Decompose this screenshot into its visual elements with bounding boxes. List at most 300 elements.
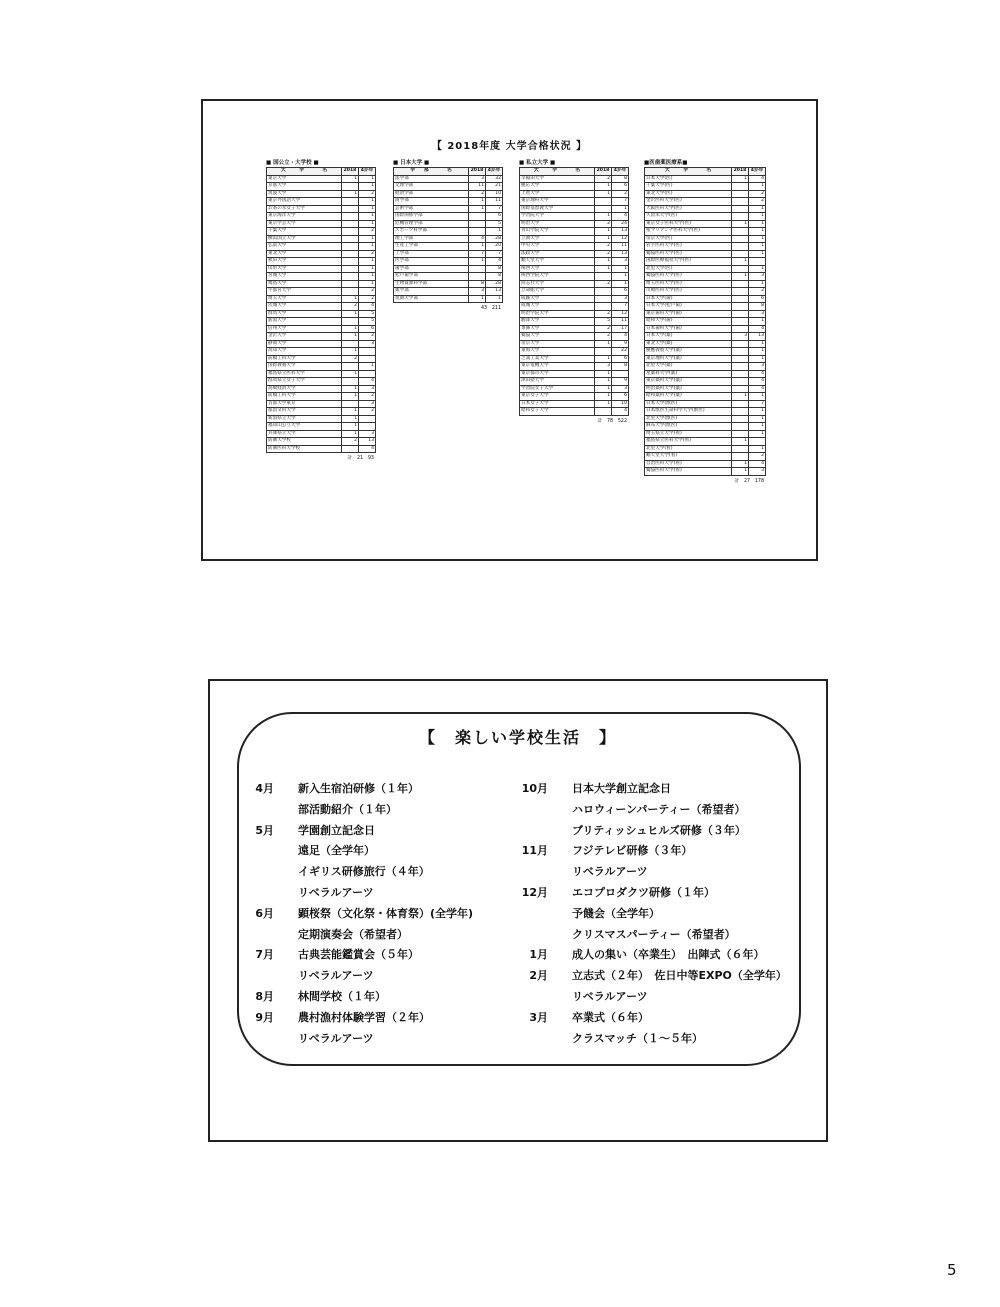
count-cell: 1 — [732, 175, 749, 183]
table-row — [267, 430, 376, 438]
school-name-cell: 獨協大学 — [520, 333, 595, 341]
table-row — [267, 340, 376, 348]
count-cell: 1 — [595, 370, 612, 378]
month-label: 10月 — [521, 782, 548, 795]
count-cell: 4 — [612, 213, 629, 221]
count-cell: 1 — [732, 438, 749, 446]
count-cell — [732, 385, 749, 393]
count-cell — [342, 258, 359, 266]
count-cell: 1 — [595, 183, 612, 191]
count-cell: 7 — [486, 205, 503, 213]
count-cell: 1 — [612, 273, 629, 281]
school-name-cell: 高崎経済大学 — [267, 385, 342, 393]
event-item: クラスマッチ（１～５年） — [572, 1031, 704, 1045]
table-row — [520, 348, 629, 356]
count-cell: 21 — [486, 183, 503, 191]
count-cell — [469, 273, 486, 281]
count-cell: 1 — [342, 430, 359, 438]
school-name-cell: 明治学院大学 — [520, 310, 595, 318]
table-row — [645, 393, 766, 401]
school-name-cell: 芸術学部 — [394, 205, 469, 213]
table-row — [520, 205, 629, 213]
event-item: 遠足（全学年） — [298, 844, 375, 858]
count-cell: 1 — [749, 408, 766, 416]
count-cell: 4 — [359, 378, 376, 386]
count-cell: 4 — [749, 175, 766, 183]
table-row — [520, 288, 629, 296]
count-cell: 2 — [342, 355, 359, 363]
count-cell — [342, 243, 359, 251]
table-row — [520, 258, 629, 266]
results-table — [266, 159, 376, 461]
table-row — [267, 288, 376, 296]
table-row — [520, 325, 629, 333]
table-row — [267, 318, 376, 326]
school-name-cell: 前橋工科大学 — [267, 393, 342, 401]
count-cell: 1 — [486, 228, 503, 236]
count-cell — [732, 198, 749, 206]
school-name-cell: 東北大学(薬) — [645, 340, 732, 348]
school-name-cell: 筑波大学 — [267, 190, 342, 198]
table-row — [520, 295, 629, 303]
table-row — [394, 183, 503, 191]
page-number: 5 — [947, 1261, 957, 1279]
table-heading: ■医歯薬医療系■ — [644, 160, 688, 166]
event-item: 新入生宿泊研修（１年） — [298, 782, 419, 795]
event-item: リベラルアーツ — [572, 865, 648, 879]
table-row — [520, 190, 629, 198]
school-name-cell: 宇都宮大学 — [267, 288, 342, 296]
school-name-cell: 生産工学部 — [394, 243, 469, 251]
count-cell: 1 — [595, 213, 612, 221]
table-row — [520, 235, 629, 243]
table-row — [520, 408, 629, 416]
school-name-cell: 新潟大学 — [267, 318, 342, 326]
count-cell: 6 — [612, 183, 629, 191]
table-row — [645, 438, 766, 446]
count-cell — [732, 288, 749, 296]
school-name-cell: 歯学部 — [394, 265, 469, 273]
table-row — [645, 355, 766, 363]
school-name-cell: 防衛医科大学校 — [267, 445, 342, 453]
count-cell: 3 — [749, 468, 766, 476]
count-cell — [749, 438, 766, 446]
school-name-cell: 北里大学(医) — [645, 265, 732, 273]
count-cell: 2 — [359, 295, 376, 303]
table-row — [645, 183, 766, 191]
table-row — [645, 228, 766, 236]
event-item: 立志式（２年） 佐日中等EXPO（全学年） — [572, 969, 787, 983]
count-cell — [595, 348, 612, 356]
table-row — [267, 445, 376, 453]
count-cell: 3 — [612, 385, 629, 393]
count-cell: 1 — [749, 355, 766, 363]
school-name-cell: 東海大学 — [520, 348, 595, 356]
count-cell: 1 — [612, 280, 629, 288]
count-cell: 1 — [749, 318, 766, 326]
count-cell — [732, 453, 749, 461]
count-cell: 2 — [595, 310, 612, 318]
count-cell: 1 — [749, 445, 766, 453]
count-cell: 12 — [612, 310, 629, 318]
event-item: 定期演奏会（希望者） — [298, 927, 408, 941]
count-cell: 11 — [469, 183, 486, 191]
count-cell: 1 — [749, 423, 766, 431]
count-cell — [342, 400, 359, 408]
school-name-cell: 上智大学 — [520, 190, 595, 198]
school-name-cell: 東京女子医科大学(医) — [645, 220, 732, 228]
school-name-cell: 岩手医科大学(医) — [645, 243, 732, 251]
count-cell: 1 — [359, 220, 376, 228]
school-name-cell: 法政大学 — [520, 250, 595, 258]
count-cell — [342, 220, 359, 228]
count-cell — [342, 235, 359, 243]
school-name-cell: 短期大学部 — [394, 295, 469, 303]
table-row — [520, 198, 629, 206]
count-cell: 1 — [749, 280, 766, 288]
count-cell: 2 — [749, 288, 766, 296]
count-cell: 5 — [486, 220, 503, 228]
table-row — [267, 325, 376, 333]
table-row — [267, 438, 376, 446]
count-cell: 11 — [612, 243, 629, 251]
count-cell: 11 — [612, 318, 629, 326]
count-cell — [342, 445, 359, 453]
count-cell: 2 — [595, 280, 612, 288]
count-cell: 2 — [359, 228, 376, 236]
count-cell: 3 — [749, 363, 766, 371]
table-row — [267, 348, 376, 356]
count-cell — [359, 415, 376, 423]
count-cell: 5 — [359, 310, 376, 318]
month-label: 3月 — [529, 1010, 548, 1024]
count-cell — [612, 370, 629, 378]
table-row — [267, 370, 376, 378]
count-cell: 1 — [342, 325, 359, 333]
month-label: 9月 — [255, 1010, 274, 1024]
table-row — [645, 348, 766, 356]
school-name-cell: 経済学部 — [394, 190, 469, 198]
count-cell — [342, 205, 359, 213]
count-cell — [595, 303, 612, 311]
table-row — [645, 273, 766, 281]
school-name-cell: 東京理科大学 — [520, 198, 595, 206]
results-grid — [644, 167, 766, 476]
count-cell — [732, 205, 749, 213]
school-name-cell: 福知山公立大学 — [267, 423, 342, 431]
count-cell — [732, 243, 749, 251]
table-row — [267, 183, 376, 191]
count-cell — [732, 213, 749, 221]
table-row — [645, 333, 766, 341]
count-cell: 1 — [469, 205, 486, 213]
count-cell: 2 — [359, 250, 376, 258]
school-name-cell: 高知大学 — [267, 348, 342, 356]
count-cell — [359, 423, 376, 431]
event-item: 顕桜祭（文化祭・体育祭）(全学年) — [298, 906, 474, 920]
table-row — [645, 295, 766, 303]
count-cell: 6 — [486, 213, 503, 221]
count-cell — [732, 445, 749, 453]
school-name-cell: 明治大学 — [520, 220, 595, 228]
count-cell: 1 — [469, 258, 486, 266]
count-cell: 1 — [359, 243, 376, 251]
event-item: 農村漁村体験学習（２年） — [298, 1010, 430, 1024]
table-row — [645, 220, 766, 228]
count-cell: 1 — [359, 258, 376, 266]
count-cell — [359, 370, 376, 378]
table-row — [520, 273, 629, 281]
count-cell: 1 — [359, 235, 376, 243]
slide1-title: 【 2018年度 大学合格状況 】 — [431, 141, 588, 152]
count-cell — [342, 250, 359, 258]
school-name-cell: 学習院女子大学 — [520, 385, 595, 393]
school-name-cell: 生物資源科学部 — [394, 280, 469, 288]
results-grid — [519, 167, 629, 416]
table-row — [520, 213, 629, 221]
table-row — [645, 468, 766, 476]
table-row — [267, 198, 376, 206]
count-cell — [342, 378, 359, 386]
school-name-cell: 前橋工科大学 — [267, 355, 342, 363]
count-cell: 10 — [612, 400, 629, 408]
school-name-cell: 理工学部 — [394, 235, 469, 243]
count-cell — [732, 408, 749, 416]
count-cell: 2 — [595, 333, 612, 341]
count-cell: 1 — [595, 265, 612, 273]
count-cell: 3 — [359, 400, 376, 408]
table-row — [520, 378, 629, 386]
count-cell: 9 — [612, 340, 629, 348]
column-header: 4か年 — [359, 168, 376, 176]
count-cell: 8 — [612, 363, 629, 371]
count-cell — [342, 280, 359, 288]
count-cell: 1 — [749, 205, 766, 213]
count-cell: 2 — [595, 243, 612, 251]
school-name-cell: 専修大学 — [520, 325, 595, 333]
count-cell: 13 — [359, 438, 376, 446]
school-name-cell: 危機管理学部 — [394, 220, 469, 228]
school-name-cell: 宮城大学 — [267, 273, 342, 281]
table-row — [645, 190, 766, 198]
school-name-cell: 東京学芸大学 — [267, 220, 342, 228]
event-item: ハロウィーンパーティー（希望者） — [572, 802, 746, 816]
school-name-cell: 成蹊大学 — [520, 295, 595, 303]
school-name-cell: 星薬科大学(薬) — [645, 370, 732, 378]
school-name-cell: 芝浦工業大学 — [520, 355, 595, 363]
count-cell: 3 — [359, 385, 376, 393]
table-row — [520, 228, 629, 236]
table-row — [267, 303, 376, 311]
count-cell — [732, 355, 749, 363]
school-name-cell: 東北大学(医) — [645, 190, 732, 198]
table-row — [520, 333, 629, 341]
school-name-cell: 国際教養大学 — [267, 363, 342, 371]
count-cell: 2 — [359, 190, 376, 198]
event-item: 成人の集い（卒業生） 出陣式（６年） — [572, 948, 765, 962]
table-row — [267, 295, 376, 303]
count-cell: 1 — [749, 213, 766, 221]
table-heading: ■ 私立大学 ■ — [519, 160, 556, 166]
table-row — [267, 258, 376, 266]
school-name-cell: 獨協医科大学(看) — [645, 468, 732, 476]
count-cell — [359, 355, 376, 363]
table-row — [520, 243, 629, 251]
school-name-cell: 日本女子大学 — [520, 400, 595, 408]
school-name-cell: 文理学部 — [394, 183, 469, 191]
results-grid — [266, 167, 376, 453]
count-cell: 4 — [749, 460, 766, 468]
school-name-cell: 駒澤大学 — [520, 318, 595, 326]
table-row — [267, 423, 376, 431]
table-row — [645, 370, 766, 378]
school-name-cell: 北里大学(獣医) — [645, 415, 732, 423]
table-row — [645, 363, 766, 371]
school-name-cell: 同志社大学 — [520, 280, 595, 288]
school-name-cell: 東京歯科大学(歯) — [645, 310, 732, 318]
count-cell: 1 — [612, 265, 629, 273]
count-cell: 1 — [732, 220, 749, 228]
count-cell: 10 — [486, 190, 503, 198]
table-row — [267, 220, 376, 228]
table-row — [394, 258, 503, 266]
count-cell: 1 — [595, 355, 612, 363]
count-cell: 1 — [342, 175, 359, 183]
count-cell: 1 — [595, 235, 612, 243]
count-cell: 1 — [342, 333, 359, 341]
count-cell — [469, 220, 486, 228]
count-cell: 1 — [595, 190, 612, 198]
table-row — [267, 243, 376, 251]
count-cell: 2 — [595, 220, 612, 228]
school-name-cell: 日本大学(獣医) — [645, 400, 732, 408]
count-cell — [732, 183, 749, 191]
count-cell: 1 — [749, 430, 766, 438]
count-cell: 7 — [612, 303, 629, 311]
school-name-cell: 聖マリアンナ医科大学(医) — [645, 228, 732, 236]
event-item: 古典芸能鑑賞会（５年） — [298, 948, 419, 962]
event-item: リベラルアーツ — [298, 886, 374, 899]
count-cell: 24 — [612, 220, 629, 228]
table-row — [267, 408, 376, 416]
count-cell: 1 — [359, 280, 376, 288]
table-row — [645, 340, 766, 348]
count-cell: 2 — [469, 190, 486, 198]
count-cell — [732, 190, 749, 198]
column-header: 4か年 — [749, 168, 766, 176]
school-name-cell: 日本大学(歯) — [645, 295, 732, 303]
table-row — [267, 310, 376, 318]
count-cell: 1 — [595, 258, 612, 266]
table-row — [520, 303, 629, 311]
table-total: 43 211 — [480, 306, 501, 311]
count-cell: 1 — [749, 250, 766, 258]
school-name-cell: 青山学院大学 — [520, 228, 595, 236]
table-heading: ■ 国公立・大学校 ■ — [266, 160, 319, 166]
month-label: 5月 — [255, 823, 274, 837]
count-cell: 1 — [342, 423, 359, 431]
month-label: 8月 — [255, 990, 274, 1003]
count-cell — [732, 265, 749, 273]
count-cell: 1 — [469, 243, 486, 251]
table-row — [645, 310, 766, 318]
event-item: 部活動紹介（１年） — [298, 802, 397, 816]
event-item: フジテレビ研修（３年） — [572, 844, 693, 858]
table-row — [645, 265, 766, 273]
school-name-cell: 帝京大学(医) — [645, 235, 732, 243]
count-cell: 8 — [749, 303, 766, 311]
month-label: 1月 — [529, 948, 548, 962]
table-row — [267, 355, 376, 363]
table-row — [394, 250, 503, 258]
school-name-cell: 弘前大学 — [267, 243, 342, 251]
school-name-cell: 北里大学(薬) — [645, 363, 732, 371]
count-cell: 7 — [749, 400, 766, 408]
count-cell: 3 — [612, 295, 629, 303]
count-cell: 7 — [469, 250, 486, 258]
column-header: 大 学 名 — [267, 168, 342, 176]
results-grid — [393, 167, 503, 303]
event-item: リベラルアーツ — [572, 990, 648, 1003]
count-cell: 11 — [486, 198, 503, 206]
count-cell: 2 — [359, 393, 376, 401]
university-results-slide — [201, 99, 818, 561]
count-cell: 1 — [595, 378, 612, 386]
count-cell: 32 — [486, 175, 503, 183]
table-row — [645, 453, 766, 461]
table-row — [394, 213, 503, 221]
count-cell: 2 — [359, 408, 376, 416]
school-name-cell: 順天堂大学 — [520, 258, 595, 266]
school-name-cell: 昭和薬科大学(薬) — [645, 393, 732, 401]
table-total: 計 78 522 — [597, 418, 627, 424]
count-cell: 3 — [469, 288, 486, 296]
school-name-cell: 商学部 — [394, 198, 469, 206]
count-cell: 1 — [342, 310, 359, 318]
count-cell: 2 — [749, 198, 766, 206]
count-cell: 3 — [612, 258, 629, 266]
school-name-cell: 金沢大学 — [267, 333, 342, 341]
table-row — [520, 363, 629, 371]
count-cell: 13 — [612, 228, 629, 236]
table-row — [520, 250, 629, 258]
count-cell: 8 — [469, 280, 486, 288]
school-name-cell: 埼玉県立大学(看) — [645, 430, 732, 438]
count-cell — [732, 228, 749, 236]
count-cell: 2 — [595, 175, 612, 183]
school-name-cell: 獨協医科大学(医) — [645, 273, 732, 281]
column-header: 大 学 名 — [520, 168, 595, 176]
count-cell: 4 — [612, 408, 629, 416]
school-name-cell: 法学部 — [394, 175, 469, 183]
column-header: 4か年 — [486, 168, 503, 176]
table-row — [267, 385, 376, 393]
count-cell: 6 — [359, 325, 376, 333]
school-name-cell: 金沢医科大学(医) — [645, 198, 732, 206]
count-cell: 4 — [749, 325, 766, 333]
table-row — [520, 393, 629, 401]
count-cell: 1 — [359, 265, 376, 273]
table-row — [645, 213, 766, 221]
count-cell — [342, 318, 359, 326]
count-cell: 1 — [342, 295, 359, 303]
table-row — [267, 333, 376, 341]
table-row — [267, 280, 376, 288]
count-cell: 2 — [749, 190, 766, 198]
count-cell: 1 — [359, 198, 376, 206]
table-row — [267, 228, 376, 236]
count-cell: 8 — [486, 273, 503, 281]
